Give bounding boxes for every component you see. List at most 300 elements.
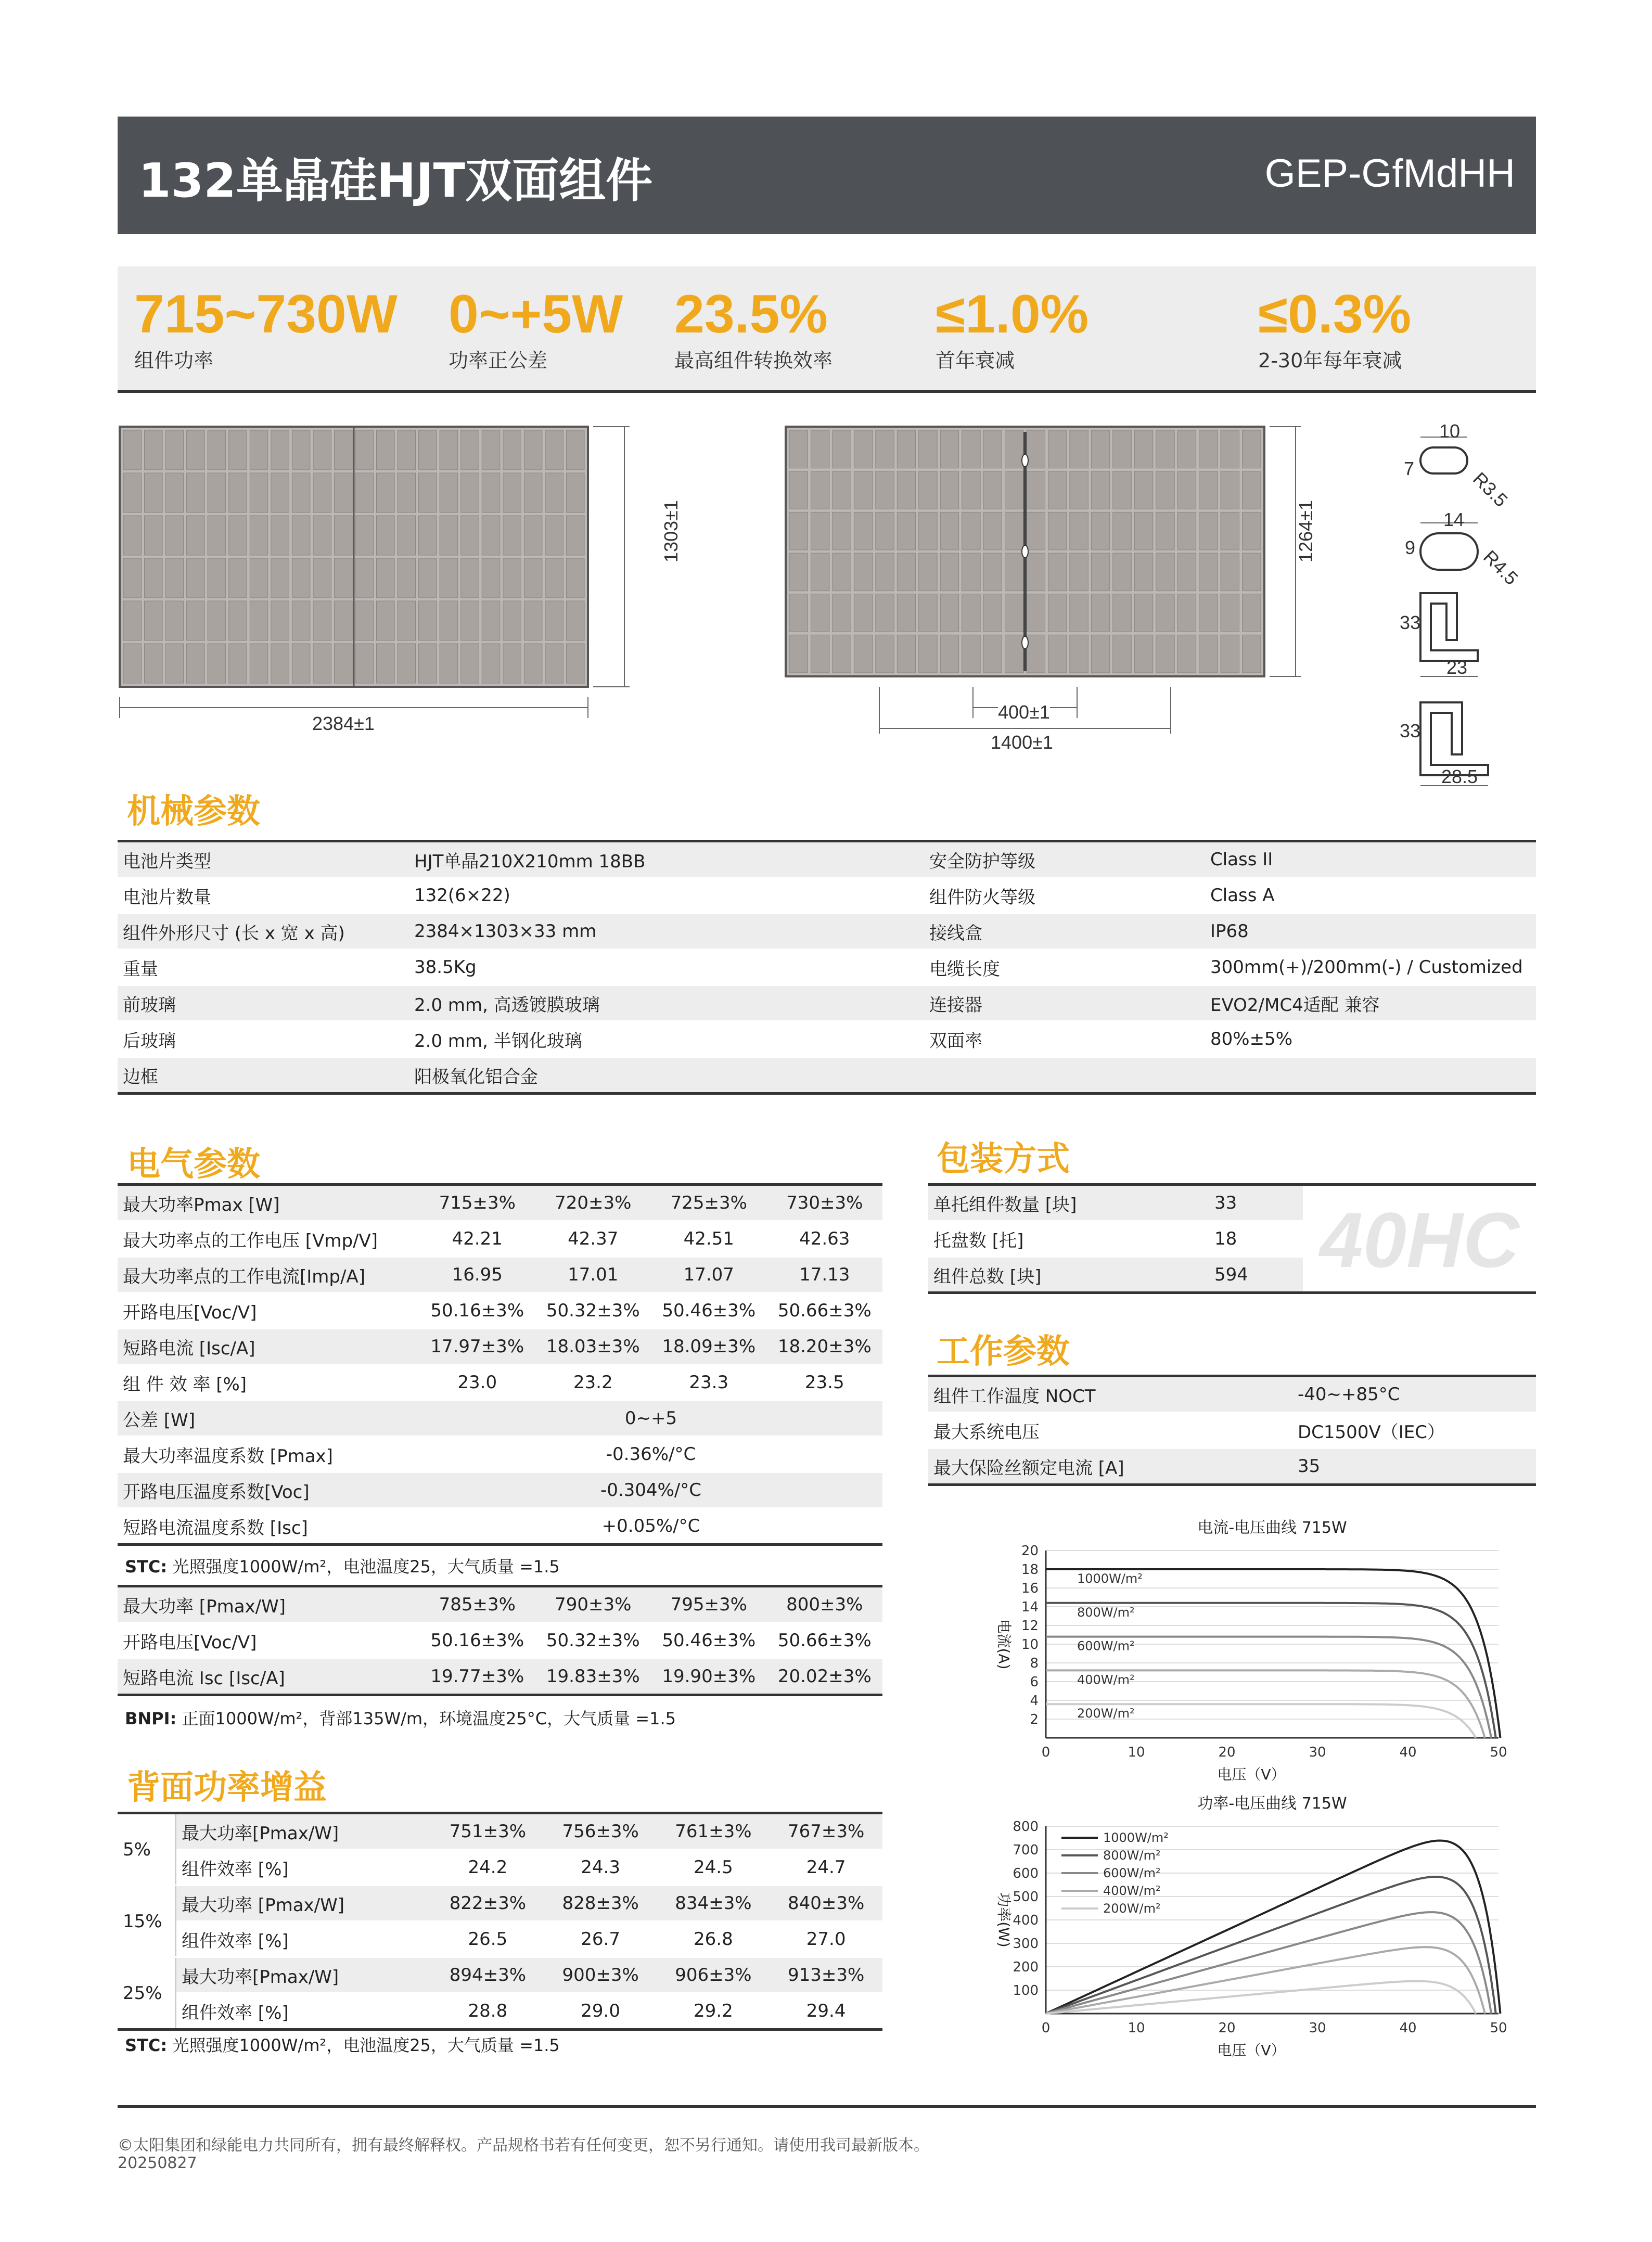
solar-cell bbox=[1070, 430, 1088, 468]
solar-cell bbox=[398, 644, 416, 683]
table-row bbox=[928, 1221, 1303, 1257]
solar-cell bbox=[419, 558, 437, 598]
solar-cell bbox=[1177, 430, 1196, 468]
param-value: 42.63 bbox=[767, 1221, 883, 1257]
solar-cell bbox=[545, 516, 564, 555]
solar-cell bbox=[1113, 471, 1131, 509]
solar-cell bbox=[789, 471, 808, 509]
param-value: 17.07 bbox=[651, 1257, 767, 1293]
elec-table bbox=[118, 1183, 882, 1546]
param-value: 24.3 bbox=[544, 1850, 657, 1886]
solar-cell bbox=[503, 644, 521, 683]
x-axis-label: 电压（V） bbox=[1217, 1766, 1286, 1783]
solar-cell bbox=[1027, 471, 1045, 509]
solar-cell bbox=[292, 601, 310, 640]
param-label: 组件效率 [%] bbox=[176, 1921, 432, 1957]
solar-cell bbox=[398, 430, 416, 470]
stc-label: STC: bbox=[125, 2035, 168, 2055]
solar-cell bbox=[524, 430, 542, 470]
page-title: 132单晶硅HJT双面组件 bbox=[138, 153, 653, 208]
spec-efficiency bbox=[674, 284, 833, 373]
hole2-height: 9 bbox=[1405, 537, 1416, 558]
gain-percent: 5% bbox=[118, 1813, 176, 1886]
param-value: 795±3% bbox=[651, 1586, 767, 1623]
solar-cell bbox=[313, 516, 331, 555]
solar-cell bbox=[1027, 512, 1045, 550]
solar-cell bbox=[897, 430, 915, 468]
solar-cell bbox=[876, 594, 894, 632]
param-value: 29.4 bbox=[770, 1993, 882, 2030]
solar-cell bbox=[208, 558, 226, 598]
y-tick-label: 200 bbox=[1013, 1959, 1039, 1975]
solar-cell bbox=[229, 644, 247, 683]
stc-label: STC: bbox=[125, 1557, 168, 1577]
gain-percent: 25% bbox=[118, 1957, 176, 2030]
solar-cell bbox=[165, 558, 184, 598]
param-label: 电池片数量 bbox=[118, 878, 409, 914]
solar-cell bbox=[187, 516, 205, 555]
solar-cell bbox=[503, 601, 521, 640]
param-value: 23.3 bbox=[651, 1365, 767, 1401]
param-value: 840±3% bbox=[770, 1886, 882, 1921]
param-value: 20.02±3% bbox=[767, 1659, 883, 1695]
spec-first-year-degradation bbox=[936, 284, 1089, 373]
param-label: 开路电压[Voc/V] bbox=[118, 1623, 419, 1659]
solar-cell bbox=[566, 516, 584, 555]
footer-rule bbox=[118, 2105, 1536, 2108]
y-tick-label: 600 bbox=[1013, 1866, 1039, 1881]
solar-cell bbox=[1221, 430, 1239, 468]
solar-cell bbox=[1177, 471, 1196, 509]
y-tick-label: 18 bbox=[1021, 1562, 1039, 1578]
solar-cell bbox=[876, 430, 894, 468]
param-label: 短路电流 [Isc/A] bbox=[118, 1329, 419, 1365]
solar-cell bbox=[187, 644, 205, 683]
work-section-title: 工作参数 bbox=[937, 1333, 1070, 1371]
solar-cell bbox=[1134, 594, 1152, 632]
solar-cell bbox=[482, 430, 500, 470]
param-value: 790±3% bbox=[535, 1586, 651, 1623]
solar-cell bbox=[187, 558, 205, 598]
param-value: 800±3% bbox=[767, 1586, 883, 1623]
param-value: 26.5 bbox=[431, 1921, 544, 1957]
param-value: 50.32±3% bbox=[535, 1623, 651, 1659]
table-row bbox=[118, 1623, 882, 1659]
solar-cell bbox=[919, 635, 937, 673]
param-value: 900±3% bbox=[544, 1957, 657, 1993]
solar-cell bbox=[897, 471, 915, 509]
param-value: 24.5 bbox=[657, 1850, 770, 1886]
solar-cell bbox=[1156, 430, 1174, 468]
gain-stc-note bbox=[125, 2032, 560, 2056]
param-value: 2.0 mm, 高透镀膜玻璃 bbox=[409, 985, 924, 1021]
param-value: 19.90±3% bbox=[651, 1659, 767, 1695]
series-line bbox=[1046, 1912, 1491, 2014]
chart-title: 功率-电压曲线 715W bbox=[1197, 1795, 1347, 1813]
solar-cell bbox=[229, 558, 247, 598]
spec-annual-degradation bbox=[1258, 284, 1412, 373]
solar-cell bbox=[355, 516, 374, 555]
x-tick-label: 20 bbox=[1218, 2020, 1236, 2036]
solar-cell bbox=[833, 635, 851, 673]
solar-cell bbox=[789, 512, 808, 550]
solar-cell bbox=[482, 644, 500, 683]
solar-cell bbox=[1243, 512, 1261, 550]
front-width-dim: 2384±1 bbox=[312, 713, 375, 734]
param-value: 767±3% bbox=[770, 1813, 882, 1850]
table-row bbox=[928, 1449, 1536, 1485]
solar-cell bbox=[1091, 471, 1109, 509]
x-tick-label: 30 bbox=[1309, 2020, 1326, 2036]
y-tick-label: 16 bbox=[1021, 1581, 1039, 1596]
solar-cell bbox=[983, 471, 1002, 509]
solar-cell bbox=[983, 594, 1002, 632]
solar-cell bbox=[165, 473, 184, 513]
hole1-width: 10 bbox=[1439, 420, 1461, 442]
solar-cell bbox=[1113, 512, 1131, 550]
param-value: 28.8 bbox=[431, 1993, 544, 2030]
solar-cell bbox=[854, 471, 872, 509]
param-value: 27.0 bbox=[770, 1921, 882, 1957]
solar-cell bbox=[208, 601, 226, 640]
solar-cell bbox=[355, 601, 374, 640]
iv-curve-chart bbox=[968, 1514, 1519, 1785]
solar-cell bbox=[292, 473, 310, 513]
solar-cell bbox=[1091, 635, 1109, 673]
solar-cell bbox=[1177, 594, 1196, 632]
container-type: 40HC bbox=[1320, 1196, 1519, 1284]
solar-cell bbox=[461, 601, 479, 640]
x-tick-label: 50 bbox=[1490, 2020, 1507, 2036]
param-label: 组件总数 [块] bbox=[928, 1257, 1209, 1293]
pack-section-title: 包装方式 bbox=[937, 1140, 1070, 1178]
param-label: 开路电压温度系数[Voc] bbox=[118, 1472, 419, 1508]
solar-cell bbox=[1243, 430, 1261, 468]
solar-cell bbox=[919, 553, 937, 591]
param-value: 906±3% bbox=[657, 1957, 770, 1993]
param-label: 最大功率温度系数 [Pmax] bbox=[118, 1437, 419, 1472]
x-tick-label: 20 bbox=[1218, 1745, 1236, 1760]
table-row bbox=[118, 1850, 882, 1886]
solar-cell bbox=[1199, 430, 1218, 468]
param-value: 720±3% bbox=[535, 1185, 651, 1221]
solar-cell bbox=[983, 512, 1002, 550]
param-value: 761±3% bbox=[657, 1813, 770, 1850]
x-tick-label: 10 bbox=[1128, 2020, 1145, 2036]
table-row bbox=[928, 1185, 1303, 1221]
container-box bbox=[1303, 1183, 1536, 1294]
param-label: 安全防护等级 bbox=[924, 841, 1205, 878]
solar-cell bbox=[250, 644, 268, 683]
param-value: EVO2/MC4适配 兼容 bbox=[1205, 985, 1536, 1021]
solar-cell bbox=[377, 473, 395, 513]
param-label: 组 件 效 率 [%] bbox=[118, 1365, 419, 1401]
param-value: 50.46±3% bbox=[651, 1293, 767, 1329]
solar-cell bbox=[1199, 471, 1218, 509]
param-label: 前玻璃 bbox=[118, 985, 409, 1021]
table-row bbox=[118, 1659, 882, 1695]
solar-cell bbox=[854, 553, 872, 591]
solar-cell bbox=[440, 558, 458, 598]
solar-cell bbox=[377, 558, 395, 598]
work-table bbox=[928, 1375, 1536, 1486]
solar-cell bbox=[313, 430, 331, 470]
spec-value: ≤0.3% bbox=[1258, 284, 1412, 344]
param-label: 双面率 bbox=[924, 1021, 1205, 1057]
y-tick-label: 6 bbox=[1030, 1674, 1039, 1690]
param-label: 短路电流温度系数 [Isc] bbox=[118, 1508, 419, 1545]
solar-cell bbox=[897, 553, 915, 591]
solar-cell bbox=[940, 471, 958, 509]
y-tick-label: 2 bbox=[1030, 1712, 1039, 1727]
param-label: 最大系统电压 bbox=[928, 1413, 1292, 1449]
solar-cell bbox=[1005, 512, 1023, 550]
param-value: 730±3% bbox=[767, 1185, 883, 1221]
x-tick-label: 40 bbox=[1399, 2020, 1417, 2036]
param-value: 756±3% bbox=[544, 1813, 657, 1850]
bnpi-note bbox=[125, 1706, 676, 1729]
bnpi-table bbox=[118, 1585, 882, 1696]
solar-cell bbox=[833, 594, 851, 632]
solar-cell bbox=[250, 430, 268, 470]
solar-cell bbox=[919, 512, 937, 550]
series-label: 400W/m² bbox=[1077, 1672, 1135, 1687]
x-tick-label: 0 bbox=[1041, 2020, 1051, 2036]
spec-power bbox=[134, 284, 398, 373]
solar-cell bbox=[983, 430, 1002, 468]
hole1-radius: R3.5 bbox=[1468, 468, 1512, 511]
param-label: 边框 bbox=[118, 1057, 409, 1094]
solar-cell bbox=[962, 471, 980, 509]
solar-cell bbox=[398, 516, 416, 555]
solar-cell bbox=[440, 516, 458, 555]
param-value: 18 bbox=[1209, 1221, 1303, 1257]
y-tick-label: 4 bbox=[1030, 1693, 1039, 1709]
gain-percent: 15% bbox=[118, 1886, 176, 1957]
table-row bbox=[118, 1472, 882, 1508]
solar-cell bbox=[503, 558, 521, 598]
param-value: 35 bbox=[1292, 1449, 1536, 1485]
solar-cell bbox=[419, 644, 437, 683]
solar-cell bbox=[461, 473, 479, 513]
solar-cell bbox=[566, 601, 584, 640]
solar-cell bbox=[398, 558, 416, 598]
table-row bbox=[928, 1376, 1536, 1413]
spec-value: 715~730W bbox=[134, 284, 398, 344]
param-label: 组件防火等级 bbox=[924, 878, 1205, 914]
front-panel-drawing bbox=[114, 416, 656, 749]
table-row bbox=[118, 1586, 882, 1623]
solar-cell bbox=[461, 644, 479, 683]
solar-cell bbox=[1199, 635, 1218, 673]
param-label: 最大功率点的工作电压 [Vmp/V] bbox=[118, 1221, 419, 1257]
solar-cell bbox=[419, 473, 437, 513]
param-label: 开路电压[Voc/V] bbox=[118, 1293, 419, 1329]
param-label: 托盘数 [托] bbox=[928, 1221, 1209, 1257]
solar-cell bbox=[1005, 553, 1023, 591]
solar-cell bbox=[1177, 635, 1196, 673]
solar-cell bbox=[1113, 594, 1131, 632]
solar-cell bbox=[355, 644, 374, 683]
param-value: 19.83±3% bbox=[535, 1659, 651, 1695]
solar-cell bbox=[208, 473, 226, 513]
y-tick-label: 10 bbox=[1021, 1637, 1039, 1652]
param-value: 594 bbox=[1209, 1257, 1303, 1293]
back-panel-drawing bbox=[775, 416, 1337, 749]
solar-cell bbox=[1177, 553, 1196, 591]
param-label: 电缆长度 bbox=[924, 950, 1205, 985]
solar-cell bbox=[545, 601, 564, 640]
spec-label: 2-30年每年衰减 bbox=[1258, 349, 1402, 372]
solar-cell bbox=[355, 473, 374, 513]
solar-cell bbox=[1113, 635, 1131, 673]
param-value: 2.0 mm, 半钢化玻璃 bbox=[409, 1021, 924, 1057]
solar-cell bbox=[1156, 512, 1174, 550]
front-height-dim: 1303±1 bbox=[660, 500, 682, 562]
param-value: 18.20±3% bbox=[767, 1329, 883, 1365]
solar-cell bbox=[377, 644, 395, 683]
solar-cell bbox=[1134, 635, 1152, 673]
solar-cell bbox=[398, 473, 416, 513]
solar-cell bbox=[566, 558, 584, 598]
param-value: IP68 bbox=[1205, 914, 1536, 950]
series-label: 200W/m² bbox=[1077, 1706, 1135, 1721]
y-axis-label: 电流(A) bbox=[995, 1619, 1013, 1670]
solar-cell bbox=[398, 601, 416, 640]
solar-cell bbox=[1134, 512, 1152, 550]
solar-cell bbox=[313, 601, 331, 640]
solar-cell bbox=[145, 644, 163, 683]
table-row bbox=[118, 1813, 882, 1850]
solar-cell bbox=[919, 594, 937, 632]
solar-cell bbox=[187, 601, 205, 640]
solar-cell bbox=[292, 430, 310, 470]
table-row bbox=[118, 1293, 882, 1329]
footer-copyright: ©太阳集团和绿能电力共同所有，拥有最终解释权。产品规格书若有任何变更，恕不另行通知。请使用我司最新版本。 bbox=[118, 2136, 929, 2155]
param-value: 16.95 bbox=[419, 1257, 535, 1293]
solar-cell bbox=[440, 644, 458, 683]
solar-cell bbox=[208, 430, 226, 470]
hole2-radius: R4.5 bbox=[1479, 546, 1522, 590]
solar-cell bbox=[1221, 471, 1239, 509]
solar-cell bbox=[789, 430, 808, 468]
solar-cell bbox=[165, 601, 184, 640]
spec-value: 0~+5W bbox=[449, 284, 623, 344]
solar-cell bbox=[377, 430, 395, 470]
param-label: 最大功率[Pmax/W] bbox=[176, 1957, 432, 1993]
pv-curve-chart bbox=[968, 1790, 1519, 2060]
solar-cell bbox=[1134, 471, 1152, 509]
solar-cell bbox=[1005, 430, 1023, 468]
solar-cell bbox=[566, 473, 584, 513]
param-label: 公差 [W] bbox=[118, 1401, 419, 1437]
solar-cell bbox=[833, 512, 851, 550]
param-label: 组件外形尺寸 (长 x 宽 x 高) bbox=[118, 914, 409, 950]
solar-cell bbox=[811, 471, 829, 509]
param-value: 834±3% bbox=[657, 1886, 770, 1921]
y-tick-label: 14 bbox=[1021, 1599, 1039, 1615]
solar-cell bbox=[1156, 594, 1174, 632]
solar-cell bbox=[482, 558, 500, 598]
param-value: 42.21 bbox=[419, 1221, 535, 1257]
table-row bbox=[118, 1329, 882, 1365]
y-tick-label: 100 bbox=[1013, 1983, 1039, 1998]
table-row bbox=[118, 1057, 1536, 1094]
solar-cell bbox=[145, 601, 163, 640]
param-value: 17.01 bbox=[535, 1257, 651, 1293]
gain-table bbox=[118, 1812, 882, 2031]
solar-cell bbox=[545, 558, 564, 598]
solar-cell bbox=[566, 430, 584, 470]
y-tick-label: 20 bbox=[1021, 1543, 1039, 1559]
solar-cell bbox=[524, 516, 542, 555]
solar-cell bbox=[250, 516, 268, 555]
solar-cell bbox=[187, 430, 205, 470]
table-row bbox=[118, 1185, 882, 1221]
solar-cell bbox=[876, 512, 894, 550]
table-row bbox=[118, 950, 1536, 985]
legend-label: 400W/m² bbox=[1103, 1884, 1161, 1898]
solar-cell bbox=[854, 430, 872, 468]
param-label: 电池片类型 bbox=[118, 841, 409, 878]
solar-cell bbox=[123, 601, 142, 640]
solar-cell bbox=[1221, 594, 1239, 632]
solar-cell bbox=[503, 473, 521, 513]
solar-cell bbox=[1221, 635, 1239, 673]
solar-cell bbox=[229, 601, 247, 640]
solar-cell bbox=[123, 558, 142, 598]
header-bar bbox=[118, 117, 1536, 234]
series-label: 1000W/m² bbox=[1077, 1571, 1143, 1586]
param-value: 26.8 bbox=[657, 1921, 770, 1957]
solar-cell bbox=[355, 558, 374, 598]
param-value: 50.32±3% bbox=[535, 1293, 651, 1329]
solar-cell bbox=[1070, 635, 1088, 673]
solar-cell bbox=[1221, 553, 1239, 591]
solar-cell bbox=[897, 635, 915, 673]
solar-cell bbox=[1048, 594, 1066, 632]
solar-cell bbox=[461, 516, 479, 555]
solar-cell bbox=[271, 430, 289, 470]
hole1-height: 7 bbox=[1404, 458, 1415, 479]
param-value: 17.97±3% bbox=[419, 1329, 535, 1365]
solar-cell bbox=[1177, 512, 1196, 550]
solar-cell bbox=[419, 516, 437, 555]
solar-cell bbox=[482, 473, 500, 513]
param-label: 最大功率 [Pmax/W] bbox=[118, 1586, 419, 1623]
solar-cell bbox=[165, 644, 184, 683]
solar-cell bbox=[1091, 553, 1109, 591]
solar-cell bbox=[833, 430, 851, 468]
solar-cell bbox=[962, 594, 980, 632]
param-label: 重量 bbox=[118, 950, 409, 985]
solar-cell bbox=[1091, 430, 1109, 468]
solar-cell bbox=[271, 516, 289, 555]
solar-cell bbox=[962, 512, 980, 550]
solar-cell bbox=[1221, 512, 1239, 550]
frame1-height: 33 bbox=[1400, 612, 1421, 633]
y-tick-label: 500 bbox=[1013, 1889, 1039, 1905]
solar-cell bbox=[524, 473, 542, 513]
chart-title: 电流-电压曲线 715W bbox=[1197, 1519, 1347, 1537]
param-value: 19.77±3% bbox=[419, 1659, 535, 1695]
elec-section-title: 电气参数 bbox=[127, 1145, 260, 1184]
spec-tolerance bbox=[449, 284, 623, 373]
table-row bbox=[118, 1993, 882, 2030]
solar-cell bbox=[313, 644, 331, 683]
solar-cell bbox=[1243, 594, 1261, 632]
solar-cell bbox=[940, 635, 958, 673]
